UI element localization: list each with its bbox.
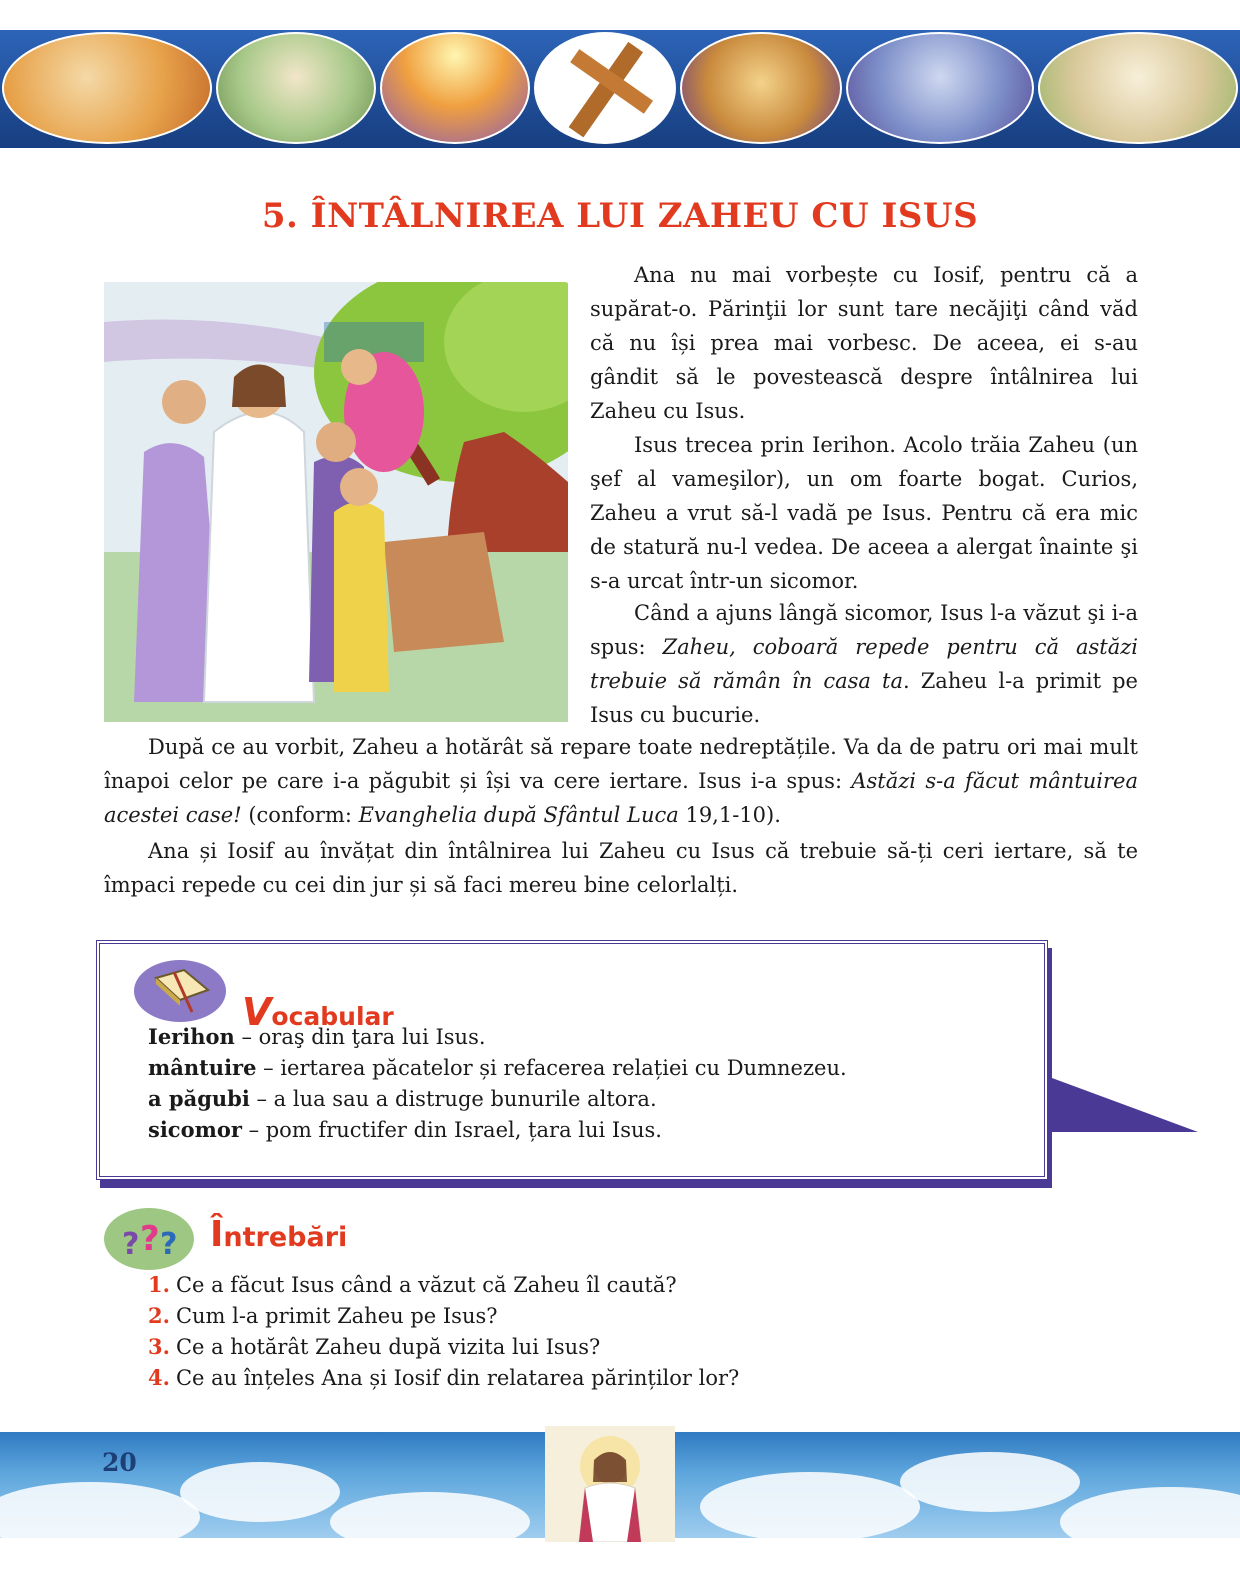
crowd-praying-icon xyxy=(380,32,530,144)
jesus-walking-icon xyxy=(1038,32,1238,144)
story-paragraph-3-start: Când a ajuns lângă sicomor, Isus l-a văzut şi i-a spus: xyxy=(590,601,1138,659)
story-paragraph-4-mid: (conform: xyxy=(241,803,359,827)
question-item xyxy=(148,1332,600,1362)
cloud xyxy=(1060,1487,1240,1538)
book-drawing xyxy=(134,960,226,1022)
question-number: 3. xyxy=(148,1334,170,1359)
question-text: Cum l-a primit Zaheu pe Isus? xyxy=(175,1304,498,1328)
vocabulary-definition: – a lua sau a distruge bunurile altora. xyxy=(249,1087,657,1111)
questions-title xyxy=(210,1214,347,1255)
question-item xyxy=(148,1301,498,1331)
vocabulary-item xyxy=(148,1115,662,1145)
vocabulary-item xyxy=(148,1022,486,1052)
gospel-source: Evanghelia după Sfântul Luca xyxy=(358,803,679,827)
story-paragraph-1: Ana nu mai vorbește cu Iosif, pentru că a supărat-o. Părinţii lor sunt tare necăjiţi când văd că nu își prea mai vorbesc. De aceea, ei s-au gândit să le povestească despre întâlnirea lui Zaheu cu Isus. xyxy=(590,263,1138,423)
storm-boat-icon xyxy=(846,32,1034,144)
vocabulary-box-flag xyxy=(1052,1078,1198,1132)
vocabulary-item xyxy=(148,1084,657,1114)
story-paragraph-4-start: După ce au vorbit, Zaheu a hotărât să repare toate nedreptățile. Va da de patru ori mai mult înapoi celor pe care i-a păgubit și își va cere iertare. Isus i-a spus: xyxy=(104,735,1138,793)
book-icon xyxy=(134,960,226,1022)
question-item xyxy=(148,1363,739,1393)
question-marks-drawing xyxy=(104,1208,194,1270)
svg-text:?: ? xyxy=(140,1219,160,1259)
last-supper-icon xyxy=(680,32,842,144)
page-title: 5. ÎNTÂLNIREA LUI ZAHEU CU ISUS xyxy=(261,196,979,236)
question-number: 1. xyxy=(148,1272,170,1297)
jesus-portrait-drawing xyxy=(545,1426,675,1542)
cloud xyxy=(0,1482,200,1538)
jesus-quote: Astăzi s-a făcut mântuirea acestei case! xyxy=(104,769,1138,827)
vocabulary-definition: – oraş din ţara lui Isus. xyxy=(234,1025,486,1049)
cloud xyxy=(900,1452,1080,1512)
vocabulary-definition: – iertarea păcatelor și refacerea relației cu Dumnezeu. xyxy=(256,1056,847,1080)
jesus-portrait-icon xyxy=(545,1426,675,1542)
vocabulary-term: mântuire xyxy=(148,1055,257,1080)
cloud xyxy=(330,1492,530,1538)
top-banner xyxy=(0,30,1240,148)
questions-title-initial: Î xyxy=(210,1214,224,1255)
question-number: 2. xyxy=(148,1303,170,1328)
jesus-teaching-icon xyxy=(216,32,376,144)
story-paragraph-4-end: 19,1-10). xyxy=(678,803,781,827)
vocabulary-item xyxy=(148,1053,847,1083)
vocabulary-term: sicomor xyxy=(148,1117,242,1142)
question-marks-icon xyxy=(104,1208,194,1270)
story-paragraph-4 xyxy=(104,730,1138,832)
question-text: Ce a hotărât Zaheu după vizita lui Isus? xyxy=(175,1335,601,1359)
cloud xyxy=(180,1462,340,1522)
illustration-drawing xyxy=(104,282,568,722)
svg-text:?: ? xyxy=(160,1227,178,1262)
cross-drawing xyxy=(536,34,676,142)
cross-icon xyxy=(534,32,676,144)
vocabulary-title-rest: ocabular xyxy=(271,1002,394,1031)
question-number: 4. xyxy=(148,1365,170,1390)
story-paragraph-5: Ana și Iosif au învățat din întâlnirea lui Zaheu cu Isus că trebuie să-ți ceri iertare, să te împaci repede cu cei din jur și să faci mereu bine celorlalți. xyxy=(104,839,1138,897)
vocabulary-title-initial: V xyxy=(242,990,272,1034)
cloud xyxy=(700,1472,920,1538)
story-paragraph-3 xyxy=(590,596,1138,732)
children-icon xyxy=(2,32,212,144)
questions-title-rest: ntrebări xyxy=(223,1222,348,1253)
vocabulary-term: a păgubi xyxy=(148,1086,250,1111)
page-number: 20 xyxy=(102,1448,137,1477)
question-text: Ce au înțeles Ana și Iosif din relatarea părinților lor? xyxy=(175,1366,740,1390)
question-text: Ce a făcut Isus când a văzut că Zaheu îl caută? xyxy=(175,1273,677,1297)
svg-text:?: ? xyxy=(122,1227,140,1262)
zacchaeus-quote: Zaheu, coboară repede pentru că astăzi trebuie să rămân în casa ta xyxy=(590,635,1138,693)
vocabulary-definition: – pom fructifer din Israel, țara lui Isus. xyxy=(241,1118,662,1142)
zacchaeus-tree-illustration xyxy=(104,282,568,722)
story-paragraph-3-end: . Zaheu l-a primit pe Isus cu bucurie. xyxy=(590,669,1138,727)
question-item xyxy=(148,1270,677,1300)
story-paragraph-2: Isus trecea prin Ierihon. Acolo trăia Zaheu (un şef al vameşilor), un om foarte bogat. Curios, Zaheu a vrut să-l vadă pe Isus. Pentru că era mic de statură nu-l vedea. De aceea a alergat înainte şi s-a urcat într-un sicomor. xyxy=(590,433,1138,593)
vocabulary-term: Ierihon xyxy=(148,1024,235,1049)
